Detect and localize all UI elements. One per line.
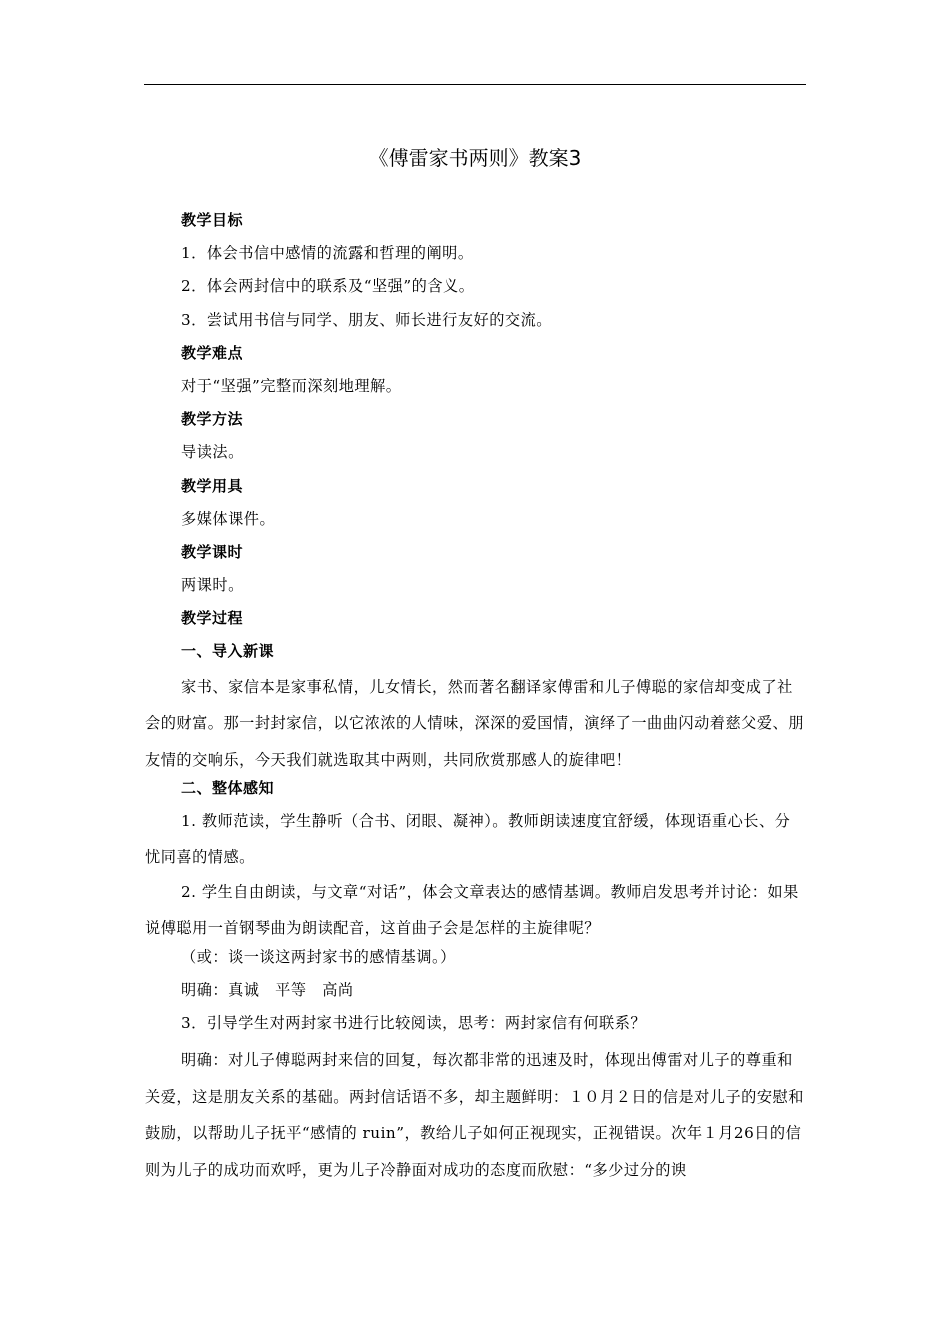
heading-overall: 二、整体感知 <box>181 778 275 797</box>
overall-item-3: 3．引导学生对两封家书进行比较阅读，思考：两封家信有何联系？ <box>181 1014 647 1033</box>
goal-item-1: 1．体会书信中感情的流露和哲理的阐明。 <box>181 244 474 263</box>
goal-item-3: 3．尝试用书信与同学、朋友、师长进行友好的交流。 <box>181 310 552 329</box>
tools-text: 多媒体课件。 <box>181 509 276 528</box>
heading-hours: 教学课时 <box>181 542 244 561</box>
heading-method: 教学方法 <box>181 410 244 429</box>
document-title: 《傅雷家书两则》教案3 <box>368 146 582 170</box>
overall-item-1: 1. 教师范读，学生静听（合书、闭眼、凝神）。教师朗读速度宜舒缓，体现语重心长、分忧同喜的情感。 <box>145 811 791 867</box>
intro-paragraph: 家书、家信本是家事私情，儿女情长，然而著名翻译家傅雷和儿子傅聪的家信却变成了社会的财富。那一封封家信，以它浓浓的人情味，深深的爱国情，演绎了一曲曲闪动着慈父爱、朋友情的交响乐，今天我们就选取其中两则，共同欣赏那感人的旋律吧！ <box>145 677 804 769</box>
heading-tools: 教学用具 <box>181 476 244 495</box>
hours-text: 两课时。 <box>181 576 244 595</box>
overall-item-2-alt: （或：谈一谈这两封家书的感情基调。） <box>181 947 456 966</box>
document-body <box>145 208 805 1188</box>
heading-process: 教学过程 <box>181 609 244 628</box>
goal-item-2: 2．体会两封信中的联系及“坚强”的含义。 <box>181 277 475 296</box>
heading-difficulty: 教学难点 <box>181 343 244 362</box>
overall-item-3-answer: 明确：对儿子傅聪两封来信的回复，每次都非常的迅速及时，体现出傅雷对儿子的尊重和关爱，这是朋友关系的基础。两封信话语不多，却主题鲜明：１０月２日的信是对儿子的安慰和鼓励，以帮助儿子抚平“感情的 ruin”，教给儿子如何正视现实，正视错误。次年１月26日的信则为儿子的成功而欢呼，更为儿子冷静面对成功的态度而欣慰：“多少过分的谀 <box>145 1051 804 1179</box>
method-text: 导读法。 <box>181 443 244 462</box>
difficulty-text: 对于“坚强”完整而深刻地理解。 <box>181 376 402 395</box>
heading-intro: 一、导入新课 <box>181 642 275 661</box>
heading-goals: 教学目标 <box>181 211 244 229</box>
overall-item-2: 2. 学生自由朗读，与文章“对话”，体会文章表达的感情基调。教师启发思考并讨论：如果说傅聪用一首钢琴曲为朗读配音，这首曲子会是怎样的主旋律呢？ <box>145 882 799 938</box>
overall-item-2-answer: 明确：真诚 平等 高尚 <box>181 981 354 999</box>
header-rule <box>144 84 806 85</box>
